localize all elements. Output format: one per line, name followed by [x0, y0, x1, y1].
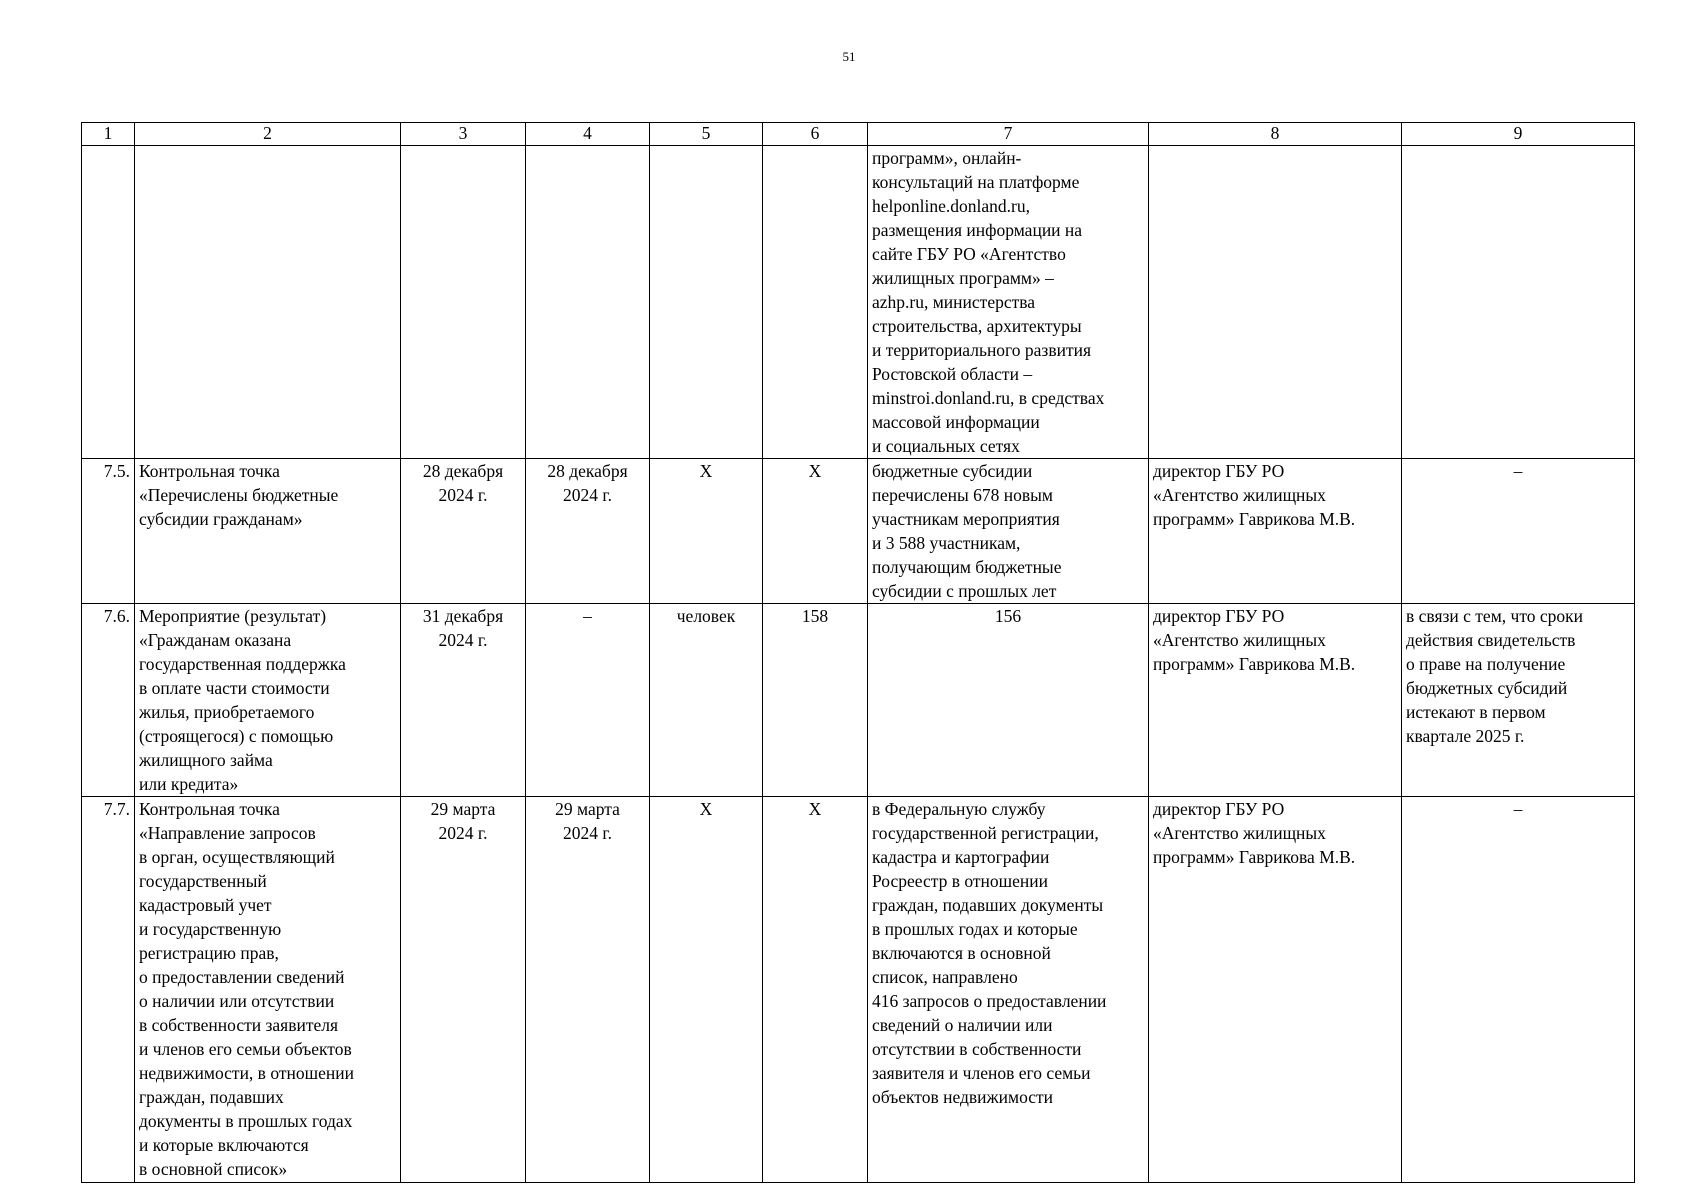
header-col-9: 9 [1402, 123, 1635, 146]
cell-empty [401, 146, 526, 459]
cell-fact: в Федеральную службу государственной регистрации, кадастра и картографии Росреестр в отношении граждан, подавших документы в прошлых годах и которые включаются в основной список, направлено 416 запросов о предоставлении сведений о наличии или отсутствии в собственности заявителя и членов его семьи объектов недвижимости [868, 797, 1149, 1183]
cell-note: – [1402, 459, 1635, 604]
cell-empty [526, 146, 650, 459]
header-col-6: 6 [763, 123, 868, 146]
page-number: 51 [842, 49, 856, 64]
cell-number: 7.5. [82, 459, 135, 604]
cell-unit: Х [650, 797, 763, 1183]
cell-note: в связи с тем, что сроки действия свидетельств о праве на получение бюджетных субсидий истекают в первом квартале 2025 г. [1402, 604, 1635, 797]
cell-responsible: директор ГБУ РО «Агентство жилищных программ» Гаврикова М.В. [1149, 797, 1402, 1183]
report-table [81, 122, 1635, 1183]
cell-plan: Х [763, 459, 868, 604]
table-row [82, 459, 1635, 604]
cell-end-date: 28 декабря 2024 г. [526, 459, 650, 604]
cell-number: 7.7. [82, 797, 135, 1183]
cell-empty [763, 146, 868, 459]
header-col-5: 5 [650, 123, 763, 146]
cell-empty [1402, 146, 1635, 459]
cell-plan: 158 [763, 604, 868, 797]
header-col-4: 4 [526, 123, 650, 146]
header-col-7: 7 [868, 123, 1149, 146]
header-col-8: 8 [1149, 123, 1402, 146]
cell-fact-continuation: программ», онлайн- консультаций на платформе helponline.donland.ru, размещения информации на сайте ГБУ РО «Агентство жилищных программ» – azhp.ru, министерства строительства, архитектуры и территориального развития Ростовской области – minstroi.donland.ru, в средствах массовой информации и социальных сетях [868, 146, 1149, 459]
cell-fact: 156 [868, 604, 1149, 797]
cell-name: Контрольная точка «Направление запросов в орган, осуществляющий государственный кадастровый учет и государственную регистрацию прав, о предоставлении сведений о наличии или отсутствии в собственности заявителя и членов его семьи объектов недвижимости, в отношении граждан, подавших документы в прошлых годах и которые включаются в основной список» [135, 797, 401, 1183]
cell-start-date: 28 декабря 2024 г. [401, 459, 526, 604]
cell-empty [650, 146, 763, 459]
cell-unit: Х [650, 459, 763, 604]
cell-note: – [1402, 797, 1635, 1183]
header-col-3: 3 [401, 123, 526, 146]
cell-name: Контрольная точка «Перечислены бюджетные субсидии гражданам» [135, 459, 401, 604]
cell-start-date: 29 марта 2024 г. [401, 797, 526, 1183]
header-col-1: 1 [82, 123, 135, 146]
table-row [82, 797, 1635, 1183]
cell-empty [82, 146, 135, 459]
cell-end-date: 29 марта 2024 г. [526, 797, 650, 1183]
cell-number: 7.6. [82, 604, 135, 797]
table-header-row [82, 123, 1635, 146]
cell-start-date: 31 декабря 2024 г. [401, 604, 526, 797]
cell-responsible: директор ГБУ РО «Агентство жилищных программ» Гаврикова М.В. [1149, 459, 1402, 604]
table-row-continuation [82, 146, 1635, 459]
cell-empty [1149, 146, 1402, 459]
cell-responsible: директор ГБУ РО «Агентство жилищных программ» Гаврикова М.В. [1149, 604, 1402, 797]
cell-name: Мероприятие (результат) «Гражданам оказана государственная поддержка в оплате части стоимости жилья, приобретаемого (строящегося) с помощью жилищного займа или кредита» [135, 604, 401, 797]
table-row [82, 604, 1635, 797]
cell-end-date: – [526, 604, 650, 797]
cell-plan: Х [763, 797, 868, 1183]
header-col-2: 2 [135, 123, 401, 146]
cell-unit: человек [650, 604, 763, 797]
cell-fact: бюджетные субсидии перечислены 678 новым участникам мероприятия и 3 588 участникам, получающим бюджетные субсидии с прошлых лет [868, 459, 1149, 604]
cell-empty [135, 146, 401, 459]
